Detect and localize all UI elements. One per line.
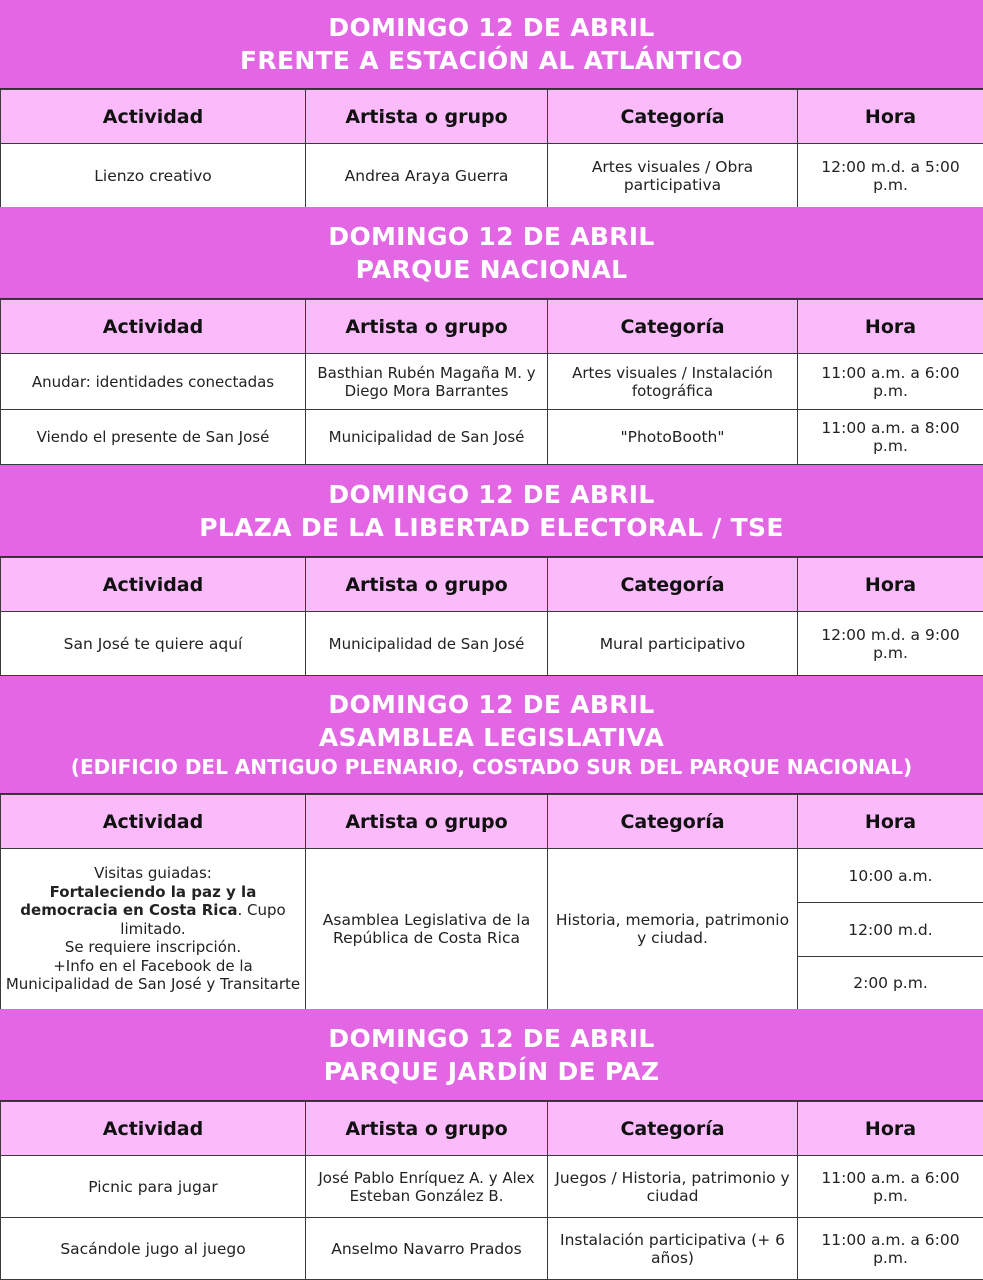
section-banner — [0, 676, 983, 794]
header-row — [1, 795, 983, 849]
cell-artist: Municipalidad de San José — [306, 612, 548, 676]
activity-more-info: +Info en el Facebook de la Municipalidad de San José y Transitarte — [5, 956, 301, 994]
header-category: Categoría — [548, 795, 798, 849]
cell-artist: Municipalidad de San José — [306, 410, 548, 465]
table-row — [1, 612, 983, 676]
cell-artist: Basthian Rubén Magaña M. y Diego Mora Barrantes — [306, 354, 548, 410]
banner-sublocation: (EDIFICIO DEL ANTIGUO PLENARIO, COSTADO SUR DEL PARQUE NACIONAL) — [70, 755, 913, 779]
section-banner — [0, 465, 983, 557]
cell-time: 12:00 m.d. a 5:00 p.m. — [798, 144, 983, 208]
table-row — [1, 1156, 983, 1218]
cell-category: Artes visuales / Obra participativa — [548, 144, 798, 208]
schedule-table — [0, 89, 983, 208]
header-activity: Actividad — [1, 300, 306, 354]
table-row — [1, 1218, 983, 1280]
activity-requirement: Se requiere inscripción. — [64, 938, 242, 957]
section-banner — [0, 0, 983, 89]
cell-category: Historia, memoria, patrimonio y ciudad. — [548, 849, 798, 1010]
header-time: Hora — [798, 1102, 983, 1156]
cell-activity: Anudar: identidades conectadas — [1, 354, 306, 410]
header-time: Hora — [798, 300, 983, 354]
header-activity: Actividad — [1, 558, 306, 612]
activity-intro: Visitas guiadas: — [94, 864, 212, 883]
cell-activity: Picnic para jugar — [1, 1156, 306, 1218]
banner-date: DOMINGO 12 DE ABRIL — [328, 13, 655, 42]
schedule-table — [0, 1101, 983, 1280]
cell-category: "PhotoBooth" — [548, 410, 798, 465]
cell-time: 11:00 a.m. a 6:00 p.m. — [798, 354, 983, 410]
section-banner — [0, 207, 983, 299]
cell-time: 12:00 m.d. a 9:00 p.m. — [798, 612, 983, 676]
table-row — [1, 410, 983, 465]
header-artist: Artista o grupo — [306, 1102, 548, 1156]
cell-time: 10:00 a.m. — [798, 849, 983, 903]
table-row — [1, 354, 983, 410]
banner-location: PARQUE JARDÍN DE PAZ — [323, 1056, 660, 1086]
header-activity: Actividad — [1, 1102, 306, 1156]
cell-time: 11:00 a.m. a 8:00 p.m. — [798, 410, 983, 465]
cell-activity: Viendo el presente de San José — [1, 410, 306, 465]
table-row — [1, 144, 983, 208]
header-row — [1, 558, 983, 612]
header-artist: Artista o grupo — [306, 300, 548, 354]
header-time: Hora — [798, 558, 983, 612]
banner-location: FRENTE A ESTACIÓN AL ATLÁNTICO — [240, 46, 743, 75]
header-artist: Artista o grupo — [306, 558, 548, 612]
schedule-table — [0, 557, 983, 676]
banner-location: ASAMBLEA LEGISLATIVA — [318, 723, 665, 752]
banner-date: DOMINGO 12 DE ABRIL — [328, 221, 655, 251]
cell-artist: Anselmo Navarro Prados — [306, 1218, 548, 1280]
banner-date: DOMINGO 12 DE ABRIL — [328, 690, 655, 719]
cell-artist: Andrea Araya Guerra — [306, 144, 548, 208]
activity-title: Fortaleciendo la paz y la democracia en Costa Rica — [20, 882, 257, 920]
banner-location: PLAZA DE LA LIBERTAD ELECTORAL / TSE — [199, 512, 784, 542]
header-row — [1, 300, 983, 354]
header-row — [1, 90, 983, 144]
cell-artist: José Pablo Enríquez A. y Alex Esteban González B. — [306, 1156, 548, 1218]
banner-date: DOMINGO 12 DE ABRIL — [328, 479, 655, 509]
header-time: Hora — [798, 90, 983, 144]
cell-artist: Asamblea Legislativa de la República de Costa Rica — [306, 849, 548, 1010]
header-row — [1, 1102, 983, 1156]
header-activity: Actividad — [1, 795, 306, 849]
cell-category: Mural participativo — [548, 612, 798, 676]
section-banner — [0, 1009, 983, 1101]
header-activity: Actividad — [1, 90, 306, 144]
header-category: Categoría — [548, 1102, 798, 1156]
banner-location: PARQUE NACIONAL — [355, 254, 628, 284]
header-time: Hora — [798, 795, 983, 849]
schedule-table — [0, 794, 983, 1010]
cell-time: 2:00 p.m. — [798, 957, 983, 1010]
header-category: Categoría — [548, 300, 798, 354]
header-artist: Artista o grupo — [306, 90, 548, 144]
activity-note: . Cupo limitado. — [120, 901, 286, 938]
table-row — [1, 849, 983, 903]
cell-category: Instalación participativa (+ 6 años) — [548, 1218, 798, 1280]
cell-activity: Lienzo creativo — [1, 144, 306, 208]
cell-activity — [1, 849, 306, 1010]
header-artist: Artista o grupo — [306, 795, 548, 849]
cell-activity: Sacándole jugo al juego — [1, 1218, 306, 1280]
banner-date: DOMINGO 12 DE ABRIL — [328, 1023, 655, 1053]
header-category: Categoría — [548, 558, 798, 612]
cell-time: 11:00 a.m. a 6:00 p.m. — [798, 1156, 983, 1218]
schedule-table — [0, 299, 983, 465]
cell-category: Artes visuales / Instalación fotográfica — [548, 354, 798, 410]
header-category: Categoría — [548, 90, 798, 144]
cell-activity: San José te quiere aquí — [1, 612, 306, 676]
cell-category: Juegos / Historia, patrimonio y ciudad — [548, 1156, 798, 1218]
cell-time: 12:00 m.d. — [798, 903, 983, 957]
cell-time: 11:00 a.m. a 6:00 p.m. — [798, 1218, 983, 1280]
